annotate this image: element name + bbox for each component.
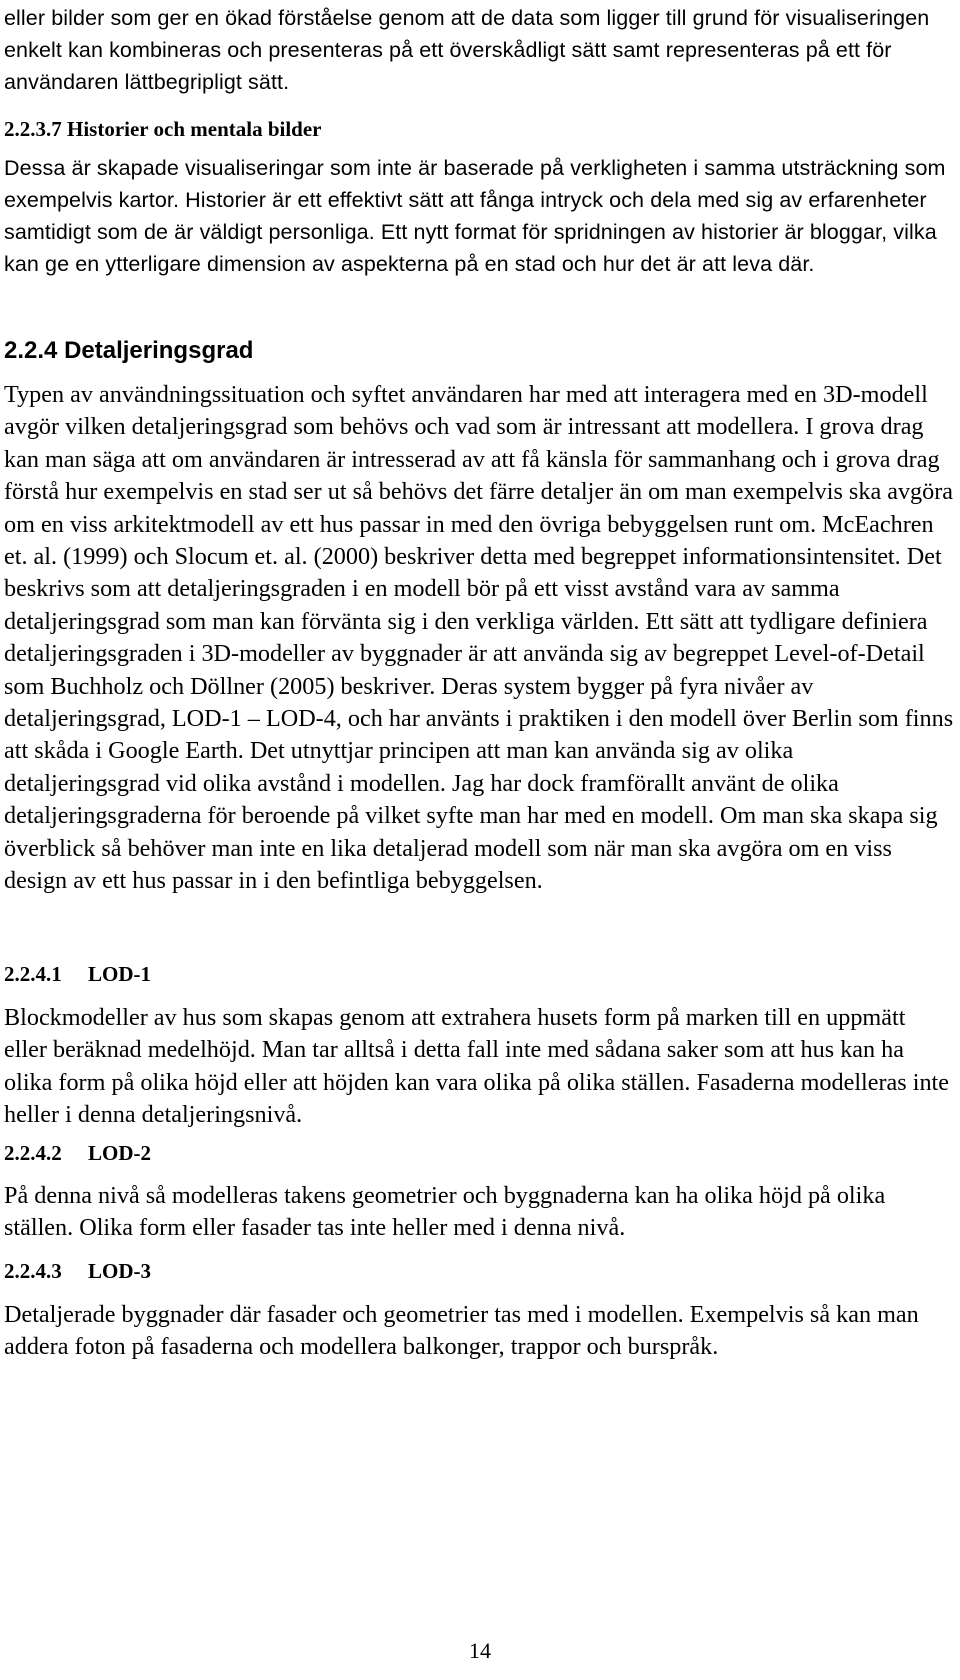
heading-number: 2.2.3.7 — [4, 117, 62, 141]
heading-title: LOD-3 — [88, 1259, 151, 1283]
heading-2-2-3-7 — [4, 114, 954, 144]
heading-title: Historier och mentala bilder — [67, 117, 322, 141]
paragraph-lod-2: På denna nivå så modelleras takens geometrier och byggnaderna kan ha olika höjd på olika ställen. Olika form eller fasader tas inte heller med i denna nivå. — [4, 1182, 886, 1242]
page-number: 14 — [469, 1638, 491, 1663]
heading-2-2-4-3 — [4, 1256, 954, 1286]
paragraph-lod-3: Detaljerade byggnader där fasader och geometrier tas med i modellen. Exempelvis så kan man addera foton på fasaderna och modellera balkonger, trappor och burspråk. — [4, 1301, 919, 1361]
paragraph-historier: Dessa är skapade visualiseringar som inte är baserade på verkligheten i samma utsträckning som exempelvis kartor. Historier är ett effektivt sätt att fånga intryck och dela med sig av erfarenheter samtidigt som de är väldigt personliga. Ett nytt format för spridningen av historier är bloggar, vilka kan ge en ytterligare dimension av aspekterna på en stad och hur det är att leva där. — [4, 156, 946, 276]
heading-title: Detaljeringsgrad — [64, 337, 254, 364]
heading-title: LOD-2 — [88, 1141, 151, 1165]
heading-number: 2.2.4.2 — [4, 1141, 62, 1165]
heading-2-2-4 — [4, 336, 954, 366]
heading-number: 2.2.4.1 — [4, 962, 62, 986]
heading-title: LOD-1 — [88, 962, 151, 986]
heading-number: 2.2.4.3 — [4, 1259, 62, 1283]
heading-2-2-4-1 — [4, 959, 954, 989]
paragraph-lod-1: Blockmodeller av hus som skapas genom att extrahera husets form på marken till en uppmätt eller beräknad medelhöjd. Man tar alltså i detta fall inte med sådana saker som att hus kan ha olika form på olika höjd eller att höjden kan vara olika på olika ställen. Fasaderna modelleras inte heller i denna detaljeringsnivå. — [4, 1004, 950, 1129]
heading-2-2-4-2 — [4, 1138, 954, 1168]
intro-paragraph: eller bilder som ger en ökad förståelse genom att de data som ligger till grund för visualiseringen enkelt kan kombineras och presenteras på ett överskådligt sätt samt representeras på ett för användaren lättbegripligt sätt. — [4, 6, 930, 94]
paragraph-detaljeringsgrad: Typen av användningssituation och syftet användaren har med att interagera med en 3D-modell avgör vilken detaljeringsgrad som behövs och vad som är intressant att modellera. I grova drag kan man säga att om användaren är intresserad av att få känsla för sammanhang och i grova drag förstå hur exempelvis en stad ser ut så behövs det färre detaljer än om man exempelvis ska avgöra om en viss arkitektmodell av ett hus passar in med den övriga bebyggelsen runt om. McEachren et. al. (1999) och Slocum et. al. (2000) beskriver detta med begreppet informationsintensitet. Det beskrivs som att detaljeringsgraden i en modell bör på ett visst avstånd vara av samma detaljeringsgrad som man kan förvänta sig i den verkliga världen. Ett sätt att tydligare definiera detaljeringsgraden i 3D-modeller av byggnader är att använda sig av begreppet Level-of-Detail som Buchholz och Döllner (2005) beskriver. Deras system bygger på fyra nivåer av detaljeringsgrad, LOD-1 – LOD-4, och har använts i praktiken i den modell över Berlin som finns att skåda i Google Earth. Det utnyttjar principen att man kan använda sig av olika detaljeringsgrad vid olika avstånd i modellen. Jag har dock framförallt använt de olika detaljeringsgraderna för beroende på vilket syfte man har med en modell. Om man ska skapa sig överblick så behöver man inte en lika detaljerad modell som när man ska avgöra om en viss design av ett hus passar in i den befintliga bebyggelsen. — [4, 381, 954, 895]
heading-number: 2.2.4 — [4, 337, 58, 364]
